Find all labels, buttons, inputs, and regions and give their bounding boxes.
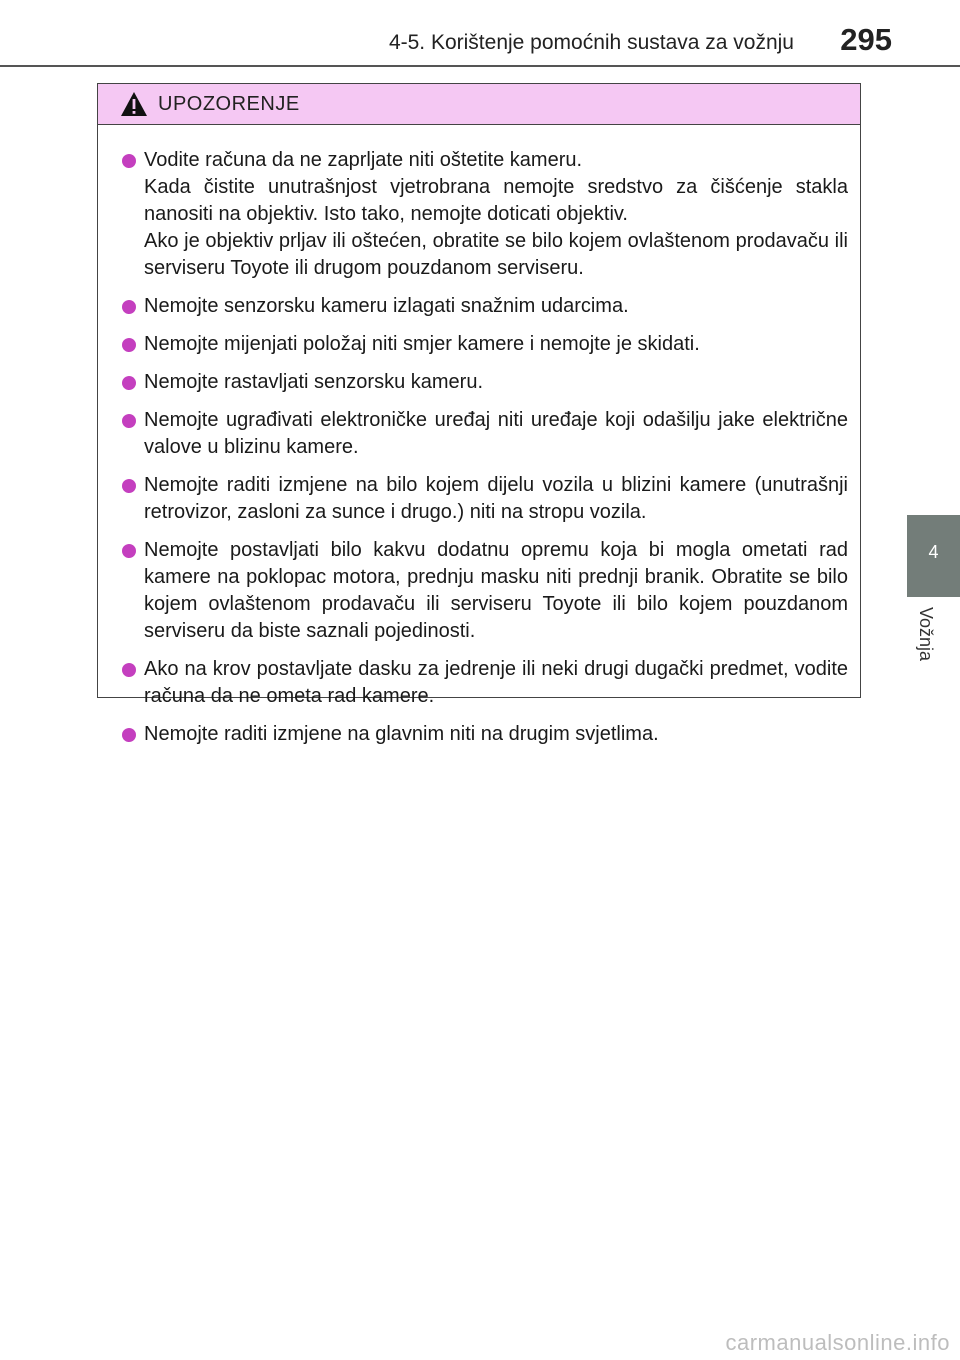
warning-list <box>98 125 860 748</box>
warning-item <box>122 656 848 710</box>
warning-item-text: Nemojte ugrađivati elektroničke uređaj niti uređaje koji odašilju jake električne valove u blizinu kamere. <box>144 409 848 458</box>
bullet-icon <box>122 338 136 352</box>
chapter-label: Vožnja <box>916 607 936 662</box>
bullet-icon <box>122 728 136 742</box>
warning-item-text: Nemojte senzorsku kameru izlagati snažnim udarcima. <box>144 295 629 317</box>
bullet-icon <box>122 479 136 493</box>
bullet-icon <box>122 376 136 390</box>
bullet-icon <box>122 300 136 314</box>
warning-item-text: Ako je objektiv prljav ili oštećen, obratite se bilo kojem ovlaštenom prodavaču ili serviseru Toyote ili drugom pouzdanom serviseru. <box>144 230 848 279</box>
section-title: 4-5. Korištenje pomoćnih sustava za vožnju <box>388 31 794 54</box>
warning-item <box>122 147 848 282</box>
chapter-number: 4 <box>928 542 939 562</box>
warning-box <box>97 83 861 745</box>
bullet-icon <box>122 663 136 677</box>
warning-item <box>122 369 848 396</box>
chapter-tab <box>907 515 960 597</box>
warning-item-text: Nemojte raditi izmjene na glavnim niti na drugim svjetlima. <box>144 723 659 745</box>
warning-header <box>98 84 860 125</box>
warning-item <box>122 331 848 358</box>
warning-item-text: Nemojte mijenjati položaj niti smjer kamere i nemojte je skidati. <box>144 333 700 355</box>
warning-title: UPOZORENJE <box>158 93 300 115</box>
warning-triangle-icon <box>120 91 148 117</box>
bullet-icon <box>122 544 136 558</box>
warning-item <box>122 472 848 526</box>
header-divider <box>0 65 960 67</box>
bullet-icon <box>122 414 136 428</box>
warning-item <box>122 407 848 461</box>
bullet-icon <box>122 154 136 168</box>
warning-item <box>122 537 848 645</box>
warning-item <box>122 721 848 748</box>
warning-item-text: Vodite računa da ne zaprljate niti oštetite kameru. <box>144 149 583 171</box>
warning-item-text: Nemojte raditi izmjene na bilo kojem dijelu vozila u blizini kamere (unutrašnji retrovizor, zasloni za sunce i drugo.) niti na stropu vozila. <box>144 474 848 523</box>
warning-item <box>122 293 848 320</box>
page-number: 295 <box>840 22 892 57</box>
page-header <box>0 0 960 70</box>
warning-item-text: Ako na krov postavljate dasku za jedrenje ili neki drugi dugački predmet, vodite računa da ne ometa rad kamere. <box>144 658 848 707</box>
warning-item-text: Nemojte rastavljati senzorsku kameru. <box>144 371 484 393</box>
warning-item-text: Kada čistite unutrašnjost vjetrobrana nemojte sredstvo za čišćenje stakla nanositi na objektiv. Isto tako, nemojte doticati objektiv. <box>144 176 848 225</box>
warning-item-text: Nemojte postavljati bilo kakvu dodatnu opremu koja bi mogla ometati rad kamere na poklopac motora, prednju masku niti prednji branik. Obratite se bilo kojem ovlaštenom prodavaču ili serviseru Toyote ili bilo kojem pouzdanom serviseru da biste saznali pojedinosti. <box>144 539 848 642</box>
watermark: carmanualsonline.info <box>725 1330 950 1355</box>
